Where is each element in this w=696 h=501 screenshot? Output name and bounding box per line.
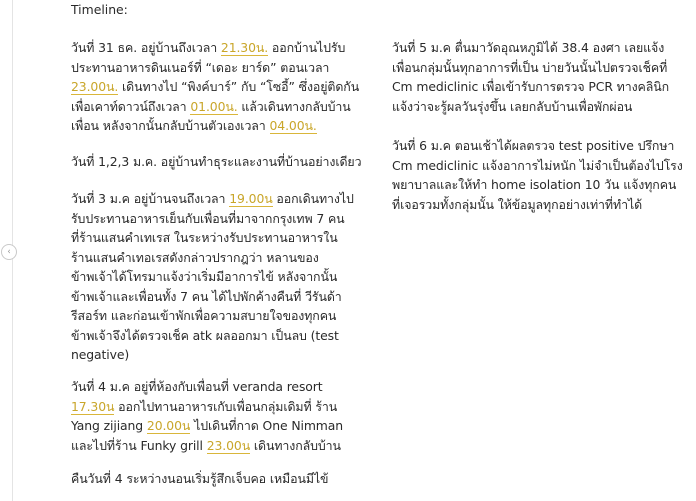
text-run: ข้าพเจ้าได้โทรมาแจ้งว่าเริ่มมีอาการไข้ หลังจากนั้น xyxy=(71,269,338,284)
time-highlight: 21.30น. xyxy=(220,40,269,55)
text-line xyxy=(392,58,669,78)
text-line xyxy=(71,152,361,172)
text-line xyxy=(71,267,354,287)
text-line xyxy=(71,77,359,97)
text-line xyxy=(71,416,343,436)
text-line xyxy=(71,58,359,78)
text-line xyxy=(71,436,343,456)
carousel-prev-icon[interactable]: ‹ xyxy=(1,244,17,260)
timeline-paragraph xyxy=(71,469,328,489)
time-highlight: 17.30น xyxy=(71,398,115,414)
text-line xyxy=(392,77,669,97)
time-highlight: 19.00น xyxy=(229,191,273,206)
text-run: ร้านแสนคำเทอเรสดังกล่าวปรากฎว่า หลานของ xyxy=(71,249,319,265)
timeline-heading: Timeline: xyxy=(71,2,128,17)
text-run: คืนวันที่ 4 ระหว่างนอนเริ่มรู้สึกเจ็บคอ เหมือนมีไข้ xyxy=(71,471,329,486)
text-line xyxy=(71,209,354,229)
text-line xyxy=(71,345,354,365)
text-run: เดินทางไป “พิงค์บาร์” กับ “โซอี้” ซึ่งอยู่ติดกัน xyxy=(118,79,360,94)
text-run: ประทานอาหารดินเนอร์ที่ “เดอะ ยาร์ด” ตอนเวลา xyxy=(71,59,330,75)
text-run: Cm mediclinic เพื่อเข้ารับการตรวจ PCR ทางคลินิก xyxy=(392,79,670,94)
text-line xyxy=(71,228,354,248)
time-highlight: 23.00น. xyxy=(71,79,119,94)
time-highlight: 20.00น xyxy=(146,418,191,433)
text-run: ที่ร้านแสนคำเทเรส ในระหว่างรับประทานอาหารใน xyxy=(71,230,338,245)
text-line xyxy=(392,195,683,215)
text-run: รีสอร์ท และก่อนเข้าพักเพื่อความสบายใจของทุกคน xyxy=(71,308,337,323)
text-run: Cm mediclinic แจ้งอาการไม่หนัก ไม่จำเป็นต้องไปโรง xyxy=(392,157,683,173)
text-line xyxy=(71,38,359,58)
text-run: วันที่ 6 ม.ค ตอนเช้าได้ผลตรวจ test positive ปรึกษา xyxy=(392,138,675,153)
text-run: เดินทางกลับบ้าน xyxy=(250,437,341,453)
text-line xyxy=(71,469,328,489)
text-line xyxy=(71,397,343,417)
text-run: เพื่อน หลังจากนั้นกลับบ้านตัวเองเวลา xyxy=(71,118,270,133)
text-run: Yang zijiang xyxy=(71,418,147,433)
text-run: ออกบ้านไปรับ xyxy=(268,40,346,55)
text-run: วันที่ 4 ม.ค อยู่ที่ห้องกับเพื่อนที่ veranda resort xyxy=(71,379,323,394)
timeline-paragraph xyxy=(71,152,361,172)
text-line xyxy=(392,175,683,195)
text-run: รับประทานอาหารเย็นกับเพื่อนที่มาจากกรุงเทพ 7 คน xyxy=(71,210,345,226)
text-run: วันที่ 1,2,3 ม.ค. อยู่บ้านทำธุระและงานที่บ้านอย่างเดียว xyxy=(71,154,362,169)
text-run: พยาบาลและให้ทำ home isolation 10 วัน แจ้งทุกคน xyxy=(392,177,677,192)
text-run: และไปที่ร้าน Funky grill xyxy=(71,437,207,453)
text-run: วันที่ 5 ม.ค ตื่นมาวัดอุณหภูมิได้ 38.4 องศา เลยแจ้ง xyxy=(392,40,665,55)
timeline-paragraph xyxy=(71,377,343,455)
text-run: ออกไปทานอาหารเกับเพื่อนกลุ่มเดิมที่ ร้าน xyxy=(114,398,338,414)
text-line xyxy=(71,326,354,346)
text-line xyxy=(71,287,354,307)
text-run: ออกเดินทางไป xyxy=(272,191,354,206)
text-line xyxy=(392,136,683,156)
text-run: negative) xyxy=(71,347,130,362)
timeline-paragraph xyxy=(71,189,354,365)
time-highlight: 01.00น. xyxy=(190,98,238,114)
text-run: ที่เจอรวมทั้งกลุ่มนั้น ให้ข้อมูลทุกอย่างเท่าที่ทำได้ xyxy=(392,196,643,212)
text-run: ข้าพเจ้าและเพื่อนทั้ง 7 คน ได้ไปพักค้างคืนที่ วีรันด้า xyxy=(71,288,342,304)
timeline-paragraph xyxy=(71,38,359,136)
text-run: เพื่อนกลุ่มนั้นทุกอาการที่เป็น บ่ายวันนั้นไปตรวจเช็คที่ xyxy=(392,59,668,75)
text-run: ไปเดินที่กาด One Nimman xyxy=(190,418,344,433)
text-run: ข้าพเจ้าจึงได้ตรวจเช็ค atk ผลออกมา เป็นลบ (test xyxy=(71,327,339,343)
text-line xyxy=(71,189,354,209)
text-run: เพื่อเคาท์ดาวน์ถึงเวลา xyxy=(71,98,191,114)
text-run: วันที่ 31 ธค. อยู่บ้านถึงเวลา xyxy=(71,40,221,55)
time-highlight: 04.00น. xyxy=(269,118,317,133)
text-line xyxy=(71,97,359,117)
text-line xyxy=(392,156,683,176)
text-line xyxy=(71,116,359,136)
text-line xyxy=(392,97,669,117)
text-run: แล้วเดินทางกลับบ้าน xyxy=(237,98,351,114)
text-run: แจ้งว่าจะรู้ผลวันรุ่งขึ้น เลยกลับบ้านเพื่อพักผ่อน xyxy=(392,98,633,114)
text-line xyxy=(392,38,669,58)
time-highlight: 23.00น xyxy=(206,437,251,453)
text-line xyxy=(71,306,354,326)
timeline-paragraph xyxy=(392,136,683,214)
text-line xyxy=(71,248,354,268)
timeline-paragraph xyxy=(392,38,669,116)
text-run: วันที่ 3 ม.ค อยู่บ้านจนถึงเวลา xyxy=(71,191,230,206)
text-line xyxy=(71,377,343,397)
